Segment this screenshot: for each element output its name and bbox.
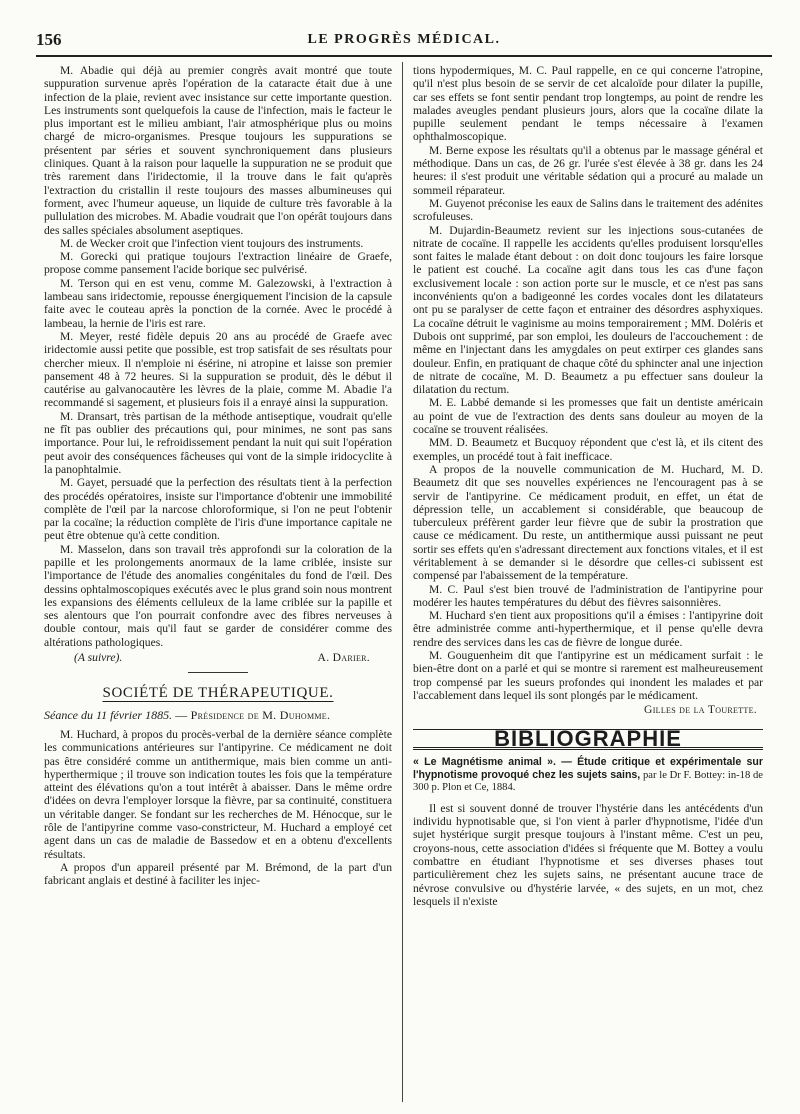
paragraph-terson: M. Terson qui en est venu, comme M. Galezowski, à l'extraction à lambeau sans iridectomie, repousse énergiquement l'incision de la capsule faite avec le couteau après la ponction de la cornée. Avec le procédé à lambeau, la hernie de l'iris est rare. [44,276,392,330]
paragraph-gayet: M. Gayet, persuadé que la perfection des résultats tient à la perfection des procédés opératoires, insiste sur l'importance d'obtenir une immobilité complète de l'œil par la narcose chloroformique, si l'on ne peut l'obtenir par la cocaïne; la réduction complète de l'iris d'une importance capitale ne peut être obtenue qu'à cette condition. [44,476,392,543]
session-date: Séance du 11 février 1885. [44,707,173,722]
bibliography-heading: BIBLIOGRAPHIE [413,729,763,750]
paragraph-dujardin: M. Dujardin-Beaumetz revient sur les injections sous-cutanées de nitrate de cocaïne. Il rappelle les accidents qu'elles produisent lorsqu'elles sont faites le malade étant debout : on doit donc toujours les faire lorsque le patient est couché. La cocaïne agit dans tous les cas d'une façon exclusivement locale : son action porte sur le muscle, et ce n'est pas sans inconvénients qu'on a badigeonné les cordes vocales dont les dilatateurs ont pu se paralyser de cette façon et entrainer des désordres asphyxiques. La cocaïne détruit le vaginisme au moins temporairement ; MM. Doléris et Dubois ont supprimé, par son emploi, les douleurs de l'accouchement : de même en l'injectant dans les amygdales on peut extirper ces glandes sans douleur. Enfin, en pratiquant de chaque côté du sphincter anal une injection de nitrate de cocaïne, M. D. Beaumetz a pu effectuer sans douleur la dilatation du rectum. [413,223,763,397]
paragraph-guyenot: M. Guyenot préconise les eaux de Salins dans le traitement des adénites scrofuleuses. [413,196,763,224]
bibliography-reference [413,756,763,794]
session-presidence: — Présidence de M. Duhomme. [175,707,331,722]
paragraph-paul-antipyrine: M. C. Paul s'est bien trouvé de l'administration de l'antipyrine pour modérer les hautes températures du début des fièvres saisonnières. [413,582,763,609]
paragraph-bremond: A propos d'un appareil présenté par M. Brémond, de la part d'un fabricant anglais et destiné à faciliter les injec- [44,860,392,888]
to-be-continued: (A suivre). [74,651,123,665]
paragraph-meyer: M. Meyer, resté fidèle depuis 20 ans au procédé de Graefe avec iridectomie aussi petite que possible, est trop satisfait de ses résultats pour chercher mieux. Il n'emploie ni ésérine, ni atropine et laisse son premier pansement 48 à 72 heures. Si la suppuration se produit, dès le début il cautérise au galvanocautère les lèvres de la plaie, comme M. Abadie l'a recommandé si sagement, et plusieurs fois il a enrayé ainsi la suppuration. [44,329,392,410]
author-name: A. Darier. [317,651,370,665]
column-divider [402,62,403,1102]
paragraph-beaumetz-antipyrine: A propos de la nouvelle communication de M. Huchard, M. D. Beaumetz dit que ses nouvelles expériences ne l'encouragent pas à se servir de l'antipyrine. Ce médicament produit, en effet, un état de dépression telle, un accablement si considérable, que beaucoup de tuberculeux préfèrent garder leur fièvre que de subir la prostration que cause ce médicament. Du reste, un antithermique aussi puissant ne peut sortir ses effets qu'en s'adressant directement aux fonctions vitales, et il est véritablement à se demander si le désordre que celles-ci subissent est compensé par l'abaissement de la température. [413,462,763,583]
paragraph-wecker: M. de Wecker croit que l'infection vient toujours des instruments. [60,236,364,250]
paragraph-dransart: M. Dransart, très partisan de la méthode antiseptique, voudrait qu'elle ne fît pas oublier des précautions qui, pour minimes, ne sont pas sans importance. Pour lui, le refroidissement pendant la nuit qui suit l'opération peut avoir des conséquences fâcheuses qui vont de la simple iridocyclite à la panophtalmie. [44,409,392,476]
paragraph-beaumetz-bucquoy: MM. D. Beaumetz et Bucquoy répondent que c'est là, et ils citent des exemples, un procédé tout à fait inefficace. [413,436,763,463]
journal-title: LE PROGRÈS MÉDICAL. [307,32,501,47]
paragraph-gouguenheim: M. Gouguenheim dit que l'antipyrine est un médicament surfait : le bien-être dont on a parlé et qui se montre si rarement est malheureusement trop compensé par les sueurs profondes qui inondent les malades et par l'accablement dans lequel ils sont plongés par le médicament. [413,649,763,702]
paragraph-gorecki: M. Gorecki qui pratique toujours l'extraction linéaire de Graefe, propose comme pansement l'acide borique sec pulvérisé. [44,250,392,277]
right-column [413,64,763,908]
section-title: SOCIÉTÉ DE THÉRAPEUTIQUE. [102,685,334,702]
paragraph-abadie: M. Abadie qui déjà au premier congrès avait montré que toute suppuration survenue après l'opération de la cataracte était due à une infection de la plaie, revient avec insistance sur cette importante question. Les instruments sont quelquefois la cause de l'infection, mais le facteur le plus important est le milieu ambiant, l'air atmosphérique plus ou moins chargé de micro-organismes. Presque toujours les suppurations se présentent par séries et souvent synchroniquement dans plusieurs cliniques. Quant à la raison pour laquelle la suppuration ne se produit que très rarement dans l'iridectomie, il la trouve dans le fait qu'après l'extraction du cristallin il reste toujours des masses albumineuses qui forment, avec l'humeur aqueuse, un liquide de culture très favorable à la pullulation des microbes. M. Abadie voudrait que l'on opérât toujours dans des salles spéciales absolument aseptiques. [44,64,392,237]
left-column [44,64,392,888]
paragraph-paul: tions hypodermiques, M. C. Paul rappelle, en ce qui concerne l'atropine, qu'il n'est plus besoin de se servir de cet alcaloïde pour dilater la pupille, car ses effets se font sentir pendant trop longtemps, au point de rendre les malades aveugles pendant plusieurs jours, alors que la cocaïne dilate la pupille seulement pendant le temps nécessaire à l'examen ophthalmoscopique. [413,64,763,144]
page-header [36,30,772,52]
bibliography-book-title: « Le Magnétisme animal ». — Étude critique et expérimentale sur l'hypnotisme provoqué chez les sujets sains, [413,755,763,781]
header-rule [36,55,772,57]
paragraph-labbe: M. E. Labbé demande si les promesses que fait un dentiste américain au point de vue de l'extraction des dents sans douleur au moyen de la cocaïne se trouvent réalisées. [413,396,763,437]
report-signature: Gilles de la Tourette. [644,703,757,717]
paragraph-masselon: M. Masselon, dans son travail très approfondi sur la coloration de la papille et les prolongements anormaux de la lame criblée, insiste sur l'importance de l'étude des anomalies congénitales du fond de l'œil. Des dessins ophtalmoscopiques exécutés avec le plus grand soin nous montrent les expansions des éléments celluleux de la lame criblée sur la papille et ses alentours que l'on pourrait confondre avec des fibres nerveuses à double contour, mais qu'il faut se garder de considérer comme des altérations pathologiques. [44,542,392,649]
paragraph-berne: M. Berne expose les résultats qu'il a obtenus par le massage général et méthodique. Dans un cas, de 26 gr. l'urée s'est élevée à 38 gr. dans les 24 heures: il s'est produit une véritable sédation qui a procuré au malade un sommeil réparateur. [413,143,763,197]
section-separator [188,672,248,673]
bibliography-book-details: par le Dr F. Bottey: in-18 de 300 p. Plon et Ce, 1884. [413,769,763,793]
session-line [44,709,392,722]
page-number: 156 [36,30,62,49]
paragraph-bibliography-review: Il est si souvent donné de trouver l'hystérie dans les antécédents d'un individu hypnotisable que, si l'on vient à parler d'hypnotisme, l'idée d'un sujet hystérique surgit presque toujours à l'instant même. C'est un peu, croyons-nous, cette association d'idées si fréquente que M. Bottey a voulu combattre en étudiant l'hypnotisme et ses diverses phases tout particulièrement chez les sujets sains, ne présentant aucune trace de névrose convulsive ou d'hystérie larvée, « des sujets, en un mot, chez lesquels il n'existe [413,801,763,908]
article-signature [44,651,392,664]
paragraph-huchard: M. Huchard, à propos du procès-verbal de la dernière séance complète les communications antérieures sur l'antipyrine. Ce médicament ne doit pas être considéré comme un antithermique, mais bien comme un anti-hyperthermique ; il trouve son indication toutes les fois que la température atteint des élévations qu'on a tout intérêt à abaisser. Dans le même ordre d'idées on devra l'employer lorsque la fièvre, par sa continuité, constituera un véritable danger. Se fondant sur les recherches de M. Hénocque, sur le rôle de l'antipyrine comme vaso-constricteur, M. Huchard a employé cet agent dans un cas de maladie de Bassedow et en a obtenu d'excellents résultats. [44,727,392,861]
paragraph-huchard-reply: M. Huchard s'en tient aux propositions qu'il a émises : l'antipyrine doit être administrée comme anti-hyperthermique, et il pense qu'elle devra rendre des services dans les cas de fièvre de longue durée. [413,609,763,649]
